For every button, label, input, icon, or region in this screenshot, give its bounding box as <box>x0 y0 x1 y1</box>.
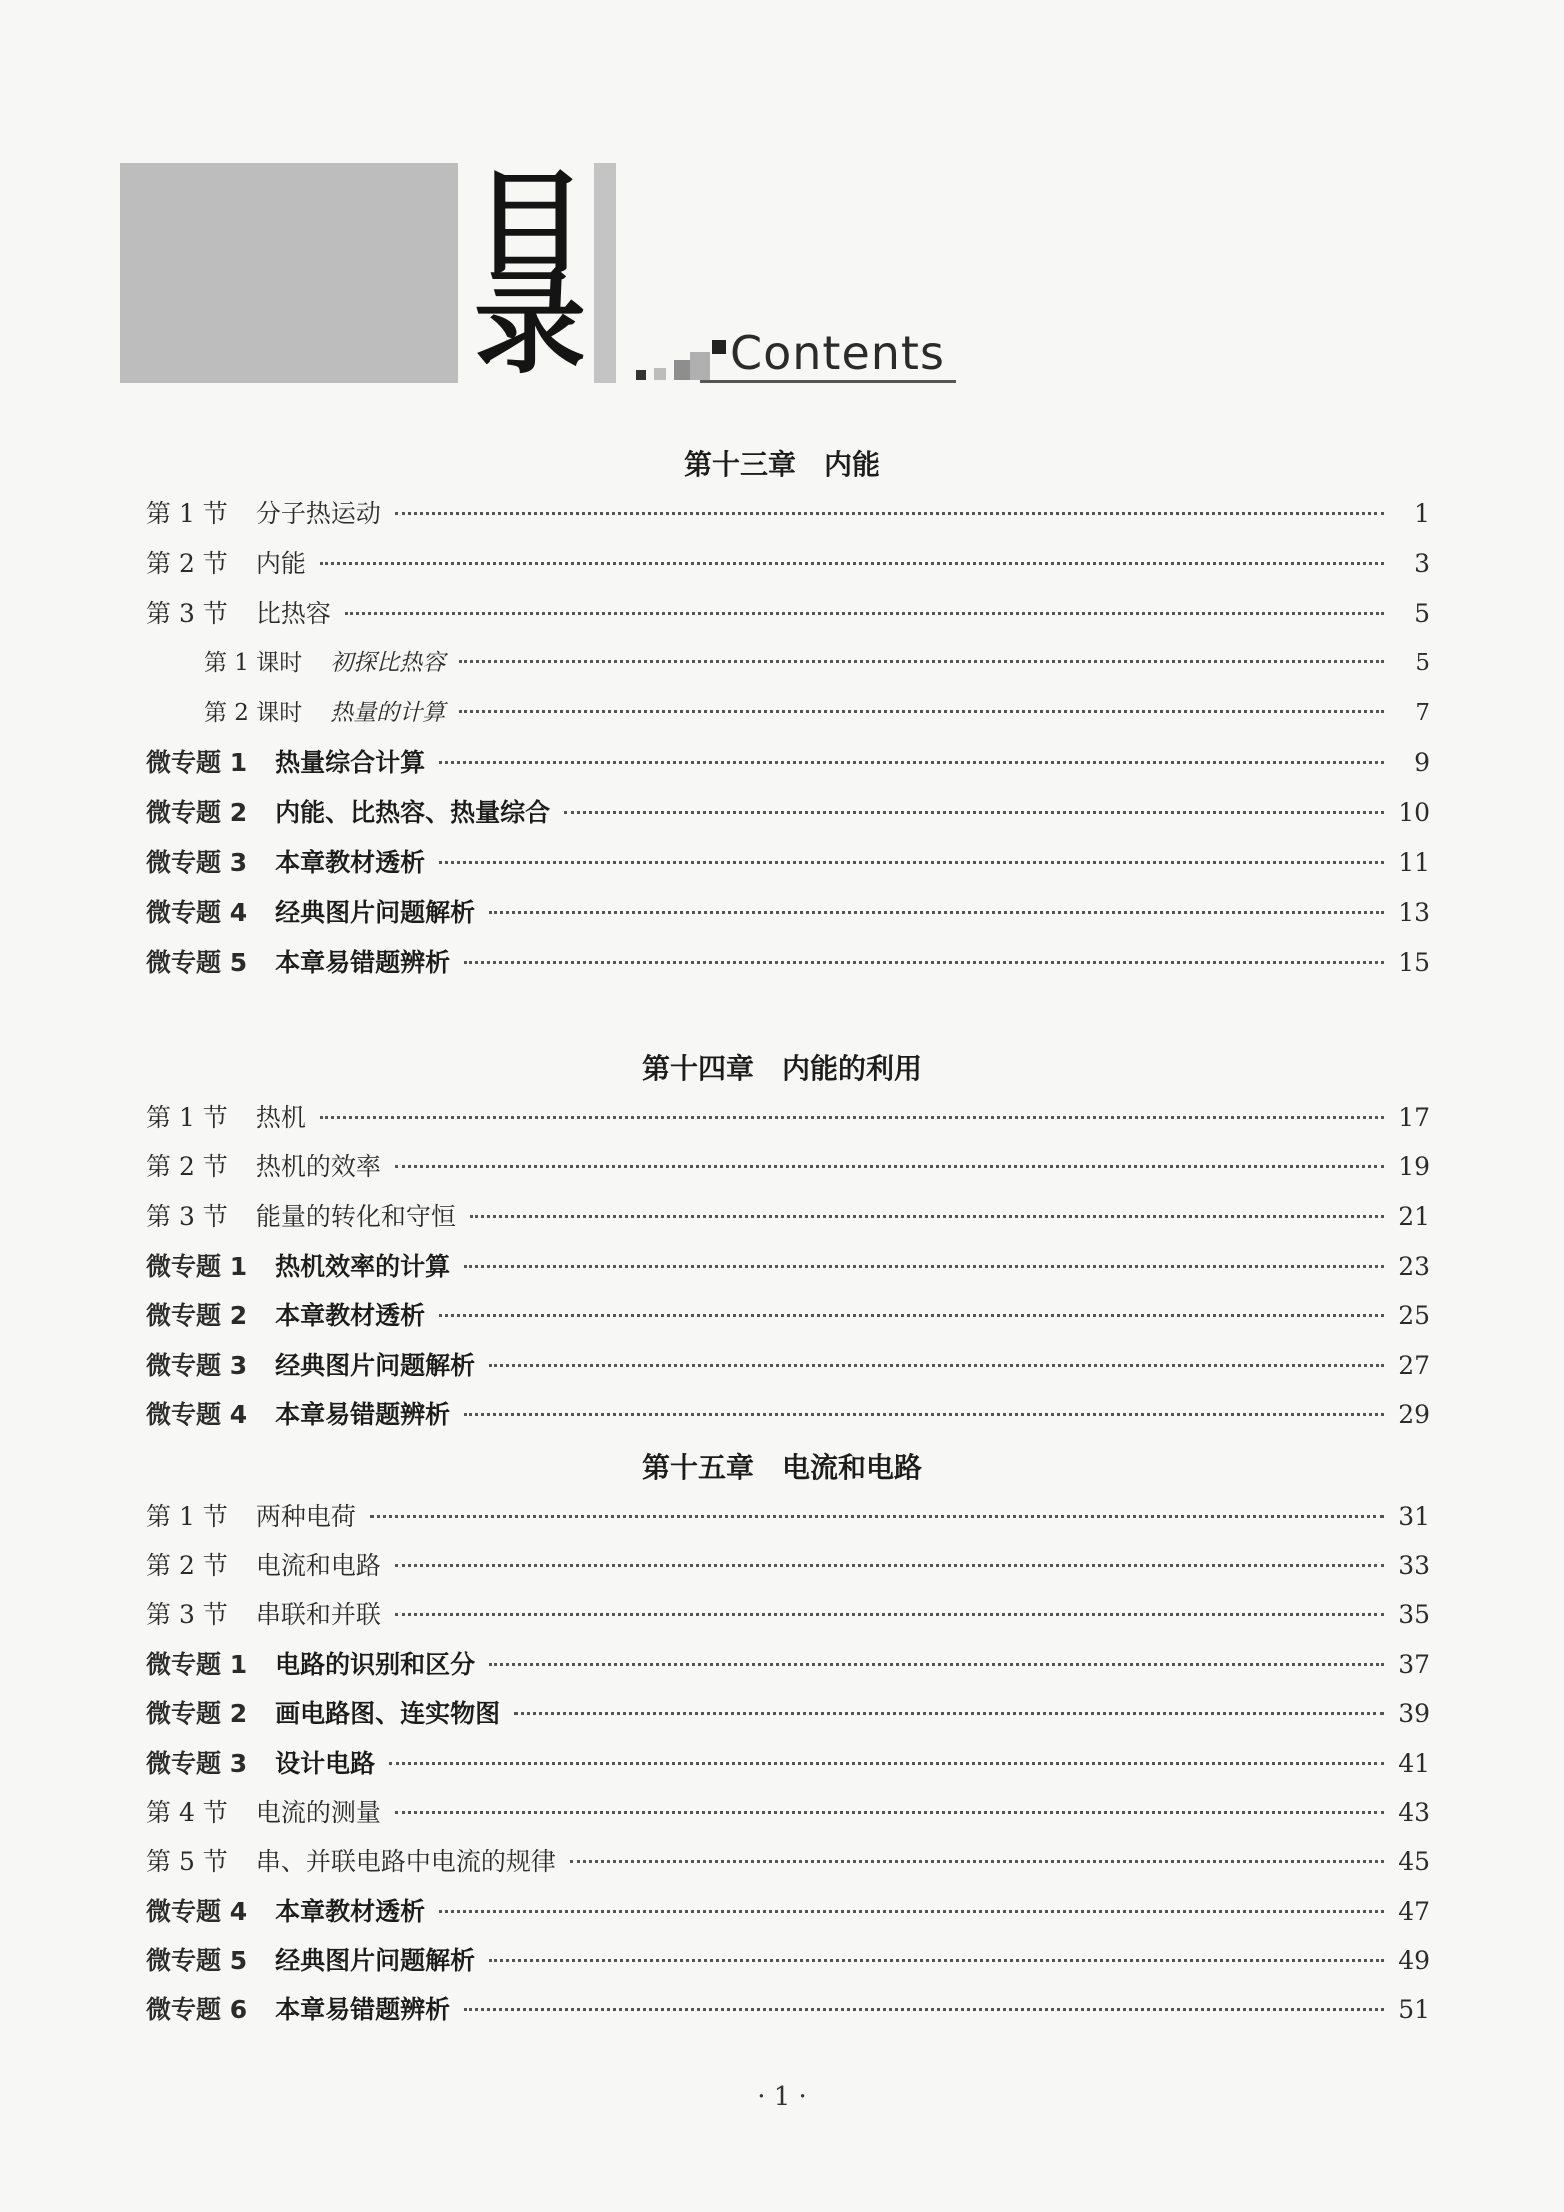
decorative-square <box>674 360 690 380</box>
entry-page: 23 <box>1398 1252 1430 1281</box>
entry-page: 19 <box>1398 1152 1430 1181</box>
dot-leader <box>439 861 1384 864</box>
entry-title: 两种电荷 <box>255 1502 356 1531</box>
entry-title: 串联和并联 <box>255 1600 381 1629</box>
dot-leader <box>459 660 1384 663</box>
toc-entry[interactable] <box>146 1346 1430 1386</box>
chapter-name: 内能 <box>824 448 881 481</box>
toc-entry[interactable] <box>204 643 1430 683</box>
dot-leader <box>489 1959 1384 1962</box>
entry-number: 微专题 3 <box>146 848 248 877</box>
entry-page: 29 <box>1398 1400 1430 1429</box>
title-char-lu: 录 <box>474 259 586 389</box>
entry-page: 17 <box>1398 1103 1430 1132</box>
entry-title: 能量的转化和守恒 <box>255 1202 456 1231</box>
dot-leader <box>464 2008 1384 2011</box>
toc-entry[interactable] <box>146 1595 1430 1635</box>
entry-page: 39 <box>1398 1699 1430 1728</box>
chapter-number: 第十五章 <box>641 1451 754 1484</box>
entry-number: 第 5 节 <box>146 1847 228 1876</box>
toc-entry[interactable] <box>146 1694 1430 1734</box>
entry-number: 微专题 1 <box>146 1650 248 1679</box>
entry-page: 35 <box>1398 1600 1430 1629</box>
entry-title: 热机 <box>255 1103 306 1132</box>
entry-page: 7 <box>1415 700 1430 726</box>
entry-number: 微专题 4 <box>146 1400 248 1429</box>
contents-underline <box>700 380 956 383</box>
toc-entry[interactable] <box>146 1147 1430 1187</box>
toc-entry[interactable] <box>146 1842 1430 1882</box>
entry-page: 1 <box>1414 499 1430 528</box>
entry-page: 21 <box>1398 1202 1430 1231</box>
chapter-heading <box>0 1446 1564 1486</box>
entry-title: 经典图片问题解析 <box>275 1351 476 1380</box>
toc-entry[interactable] <box>146 1497 1430 1537</box>
entry-number: 微专题 2 <box>146 1699 248 1728</box>
entry-title: 电流和电路 <box>255 1551 381 1580</box>
entry-page: 49 <box>1398 1946 1430 1975</box>
toc-entry[interactable] <box>146 1941 1430 1981</box>
toc-entry[interactable] <box>146 843 1430 883</box>
dot-leader <box>389 1762 1384 1765</box>
entry-number: 第 2 节 <box>146 1551 228 1580</box>
toc-entry[interactable] <box>146 544 1430 584</box>
dot-leader <box>459 710 1384 713</box>
dot-leader <box>489 1364 1384 1367</box>
entry-number: 微专题 2 <box>146 1301 248 1330</box>
entry-title: 串、并联电路中电流的规律 <box>255 1847 556 1876</box>
dot-leader <box>395 512 1384 515</box>
toc-entry[interactable] <box>204 693 1430 733</box>
entry-number: 第 2 节 <box>146 1152 228 1181</box>
entry-title: 内能 <box>255 549 306 578</box>
entry-number: 微专题 2 <box>146 798 248 827</box>
chapter-heading <box>0 1047 1564 1087</box>
toc-entry[interactable] <box>146 1247 1430 1287</box>
entry-title: 本章教材透析 <box>275 1897 426 1926</box>
dot-leader <box>395 1564 1384 1567</box>
entry-page: 51 <box>1398 1995 1430 2024</box>
dot-leader <box>489 1663 1384 1666</box>
entry-page: 5 <box>1415 650 1430 676</box>
entry-title: 本章教材透析 <box>275 848 426 877</box>
toc-entry[interactable] <box>146 793 1430 833</box>
dot-leader <box>470 1215 1384 1218</box>
entry-page: 3 <box>1414 549 1430 578</box>
header-thin-bar <box>594 163 616 383</box>
contents-label: Contents <box>730 326 945 380</box>
entry-page: 43 <box>1398 1798 1430 1827</box>
dot-leader <box>395 1613 1384 1616</box>
entry-title: 经典图片问题解析 <box>275 898 476 927</box>
entry-title: 电流的测量 <box>255 1798 381 1827</box>
toc-entry[interactable] <box>146 1744 1430 1784</box>
entry-number: 微专题 3 <box>146 1351 248 1380</box>
entry-number: 微专题 5 <box>146 948 248 977</box>
entry-title: 热机的效率 <box>255 1152 381 1181</box>
entry-title: 画电路图、连实物图 <box>275 1699 501 1728</box>
toc-entry[interactable] <box>146 1197 1430 1237</box>
dot-leader <box>464 1265 1384 1268</box>
entry-page: 47 <box>1398 1897 1430 1926</box>
chapter-name: 电流和电路 <box>782 1451 923 1484</box>
entry-page: 45 <box>1398 1847 1430 1876</box>
entry-page: 41 <box>1398 1749 1430 1778</box>
dot-leader <box>395 1811 1384 1814</box>
entry-title: 初探比热容 <box>330 650 446 676</box>
toc-entry[interactable] <box>146 943 1430 983</box>
dot-leader <box>395 1165 1384 1168</box>
entry-number: 微专题 5 <box>146 1946 248 1975</box>
decorative-square <box>690 352 710 380</box>
entry-page: 31 <box>1398 1502 1430 1531</box>
page-number: · 1 · <box>757 2082 807 2112</box>
toc-entry[interactable] <box>146 1546 1430 1586</box>
toc-entry[interactable] <box>146 594 1430 634</box>
entry-number: 第 3 节 <box>146 599 228 628</box>
dot-leader <box>464 961 1384 964</box>
entry-number: 第 1 节 <box>146 499 228 528</box>
dot-leader <box>345 612 1384 615</box>
dot-leader <box>489 911 1384 914</box>
entry-page: 37 <box>1398 1650 1430 1679</box>
dot-leader <box>464 1413 1384 1416</box>
dot-leader <box>570 1860 1384 1863</box>
entry-number: 第 3 节 <box>146 1202 228 1231</box>
entry-number: 第 1 课时 <box>204 650 303 676</box>
entry-number: 第 1 节 <box>146 1502 228 1531</box>
entry-page: 10 <box>1398 798 1430 827</box>
dot-leader <box>439 1314 1384 1317</box>
entry-title: 经典图片问题解析 <box>275 1946 476 1975</box>
entry-title: 内能、比热容、热量综合 <box>275 798 551 827</box>
entry-page: 5 <box>1414 599 1430 628</box>
entry-page: 9 <box>1414 748 1430 777</box>
toc-entry[interactable] <box>146 1892 1430 1932</box>
toc-entry[interactable] <box>146 893 1430 933</box>
entry-number: 微专题 3 <box>146 1749 248 1778</box>
entry-title: 本章易错题辨析 <box>275 948 451 977</box>
decorative-square <box>636 370 646 380</box>
toc-entry[interactable] <box>146 494 1430 534</box>
entry-number: 微专题 4 <box>146 1897 248 1926</box>
dot-leader <box>370 1515 1384 1518</box>
entry-number: 微专题 4 <box>146 898 248 927</box>
decorative-square <box>712 340 726 354</box>
dot-leader <box>320 562 1384 565</box>
entry-number: 第 2 节 <box>146 549 228 578</box>
entry-title: 设计电路 <box>275 1749 376 1778</box>
toc-entry[interactable] <box>146 743 1430 783</box>
entry-title: 本章易错题辨析 <box>275 1400 451 1429</box>
entry-title: 热机效率的计算 <box>275 1252 451 1281</box>
toc-entry[interactable] <box>146 1296 1430 1336</box>
entry-number: 第 4 节 <box>146 1798 228 1827</box>
entry-page: 11 <box>1398 848 1430 877</box>
chapter-number: 第十三章 <box>683 448 796 481</box>
toc-entry[interactable] <box>146 1395 1430 1435</box>
dot-leader <box>439 761 1384 764</box>
toc-entry[interactable] <box>146 1645 1430 1685</box>
toc-entry[interactable] <box>146 1793 1430 1833</box>
entry-title: 本章易错题辨析 <box>275 1995 451 2024</box>
entry-page: 13 <box>1398 898 1430 927</box>
entry-page: 15 <box>1398 948 1430 977</box>
toc-entry[interactable] <box>146 1098 1430 1138</box>
entry-page: 33 <box>1398 1551 1430 1580</box>
entry-page: 25 <box>1398 1301 1430 1330</box>
entry-number: 微专题 1 <box>146 1252 248 1281</box>
chapter-name: 内能的利用 <box>782 1052 923 1085</box>
entry-number: 微专题 6 <box>146 1995 248 2024</box>
entry-title: 热量综合计算 <box>275 748 426 777</box>
entry-number: 第 1 节 <box>146 1103 228 1132</box>
entry-title: 电路的识别和区分 <box>275 1650 476 1679</box>
entry-number: 微专题 1 <box>146 748 248 777</box>
dot-leader <box>439 1910 1384 1913</box>
chapter-heading <box>0 443 1564 483</box>
entry-title: 比热容 <box>255 599 331 628</box>
dot-leader <box>514 1712 1384 1715</box>
title-char-mu: 目 <box>474 159 586 289</box>
dot-leader <box>320 1116 1384 1119</box>
decorative-square <box>654 368 666 380</box>
entry-title: 热量的计算 <box>330 700 446 726</box>
entry-title: 本章教材透析 <box>275 1301 426 1330</box>
entry-title: 分子热运动 <box>255 499 381 528</box>
toc-entry[interactable] <box>146 1990 1430 2030</box>
header-gray-block <box>120 163 458 383</box>
dot-leader <box>564 811 1384 814</box>
chapter-number: 第十四章 <box>641 1052 754 1085</box>
entry-number: 第 3 节 <box>146 1600 228 1629</box>
entry-number: 第 2 课时 <box>204 700 303 726</box>
entry-page: 27 <box>1398 1351 1430 1380</box>
